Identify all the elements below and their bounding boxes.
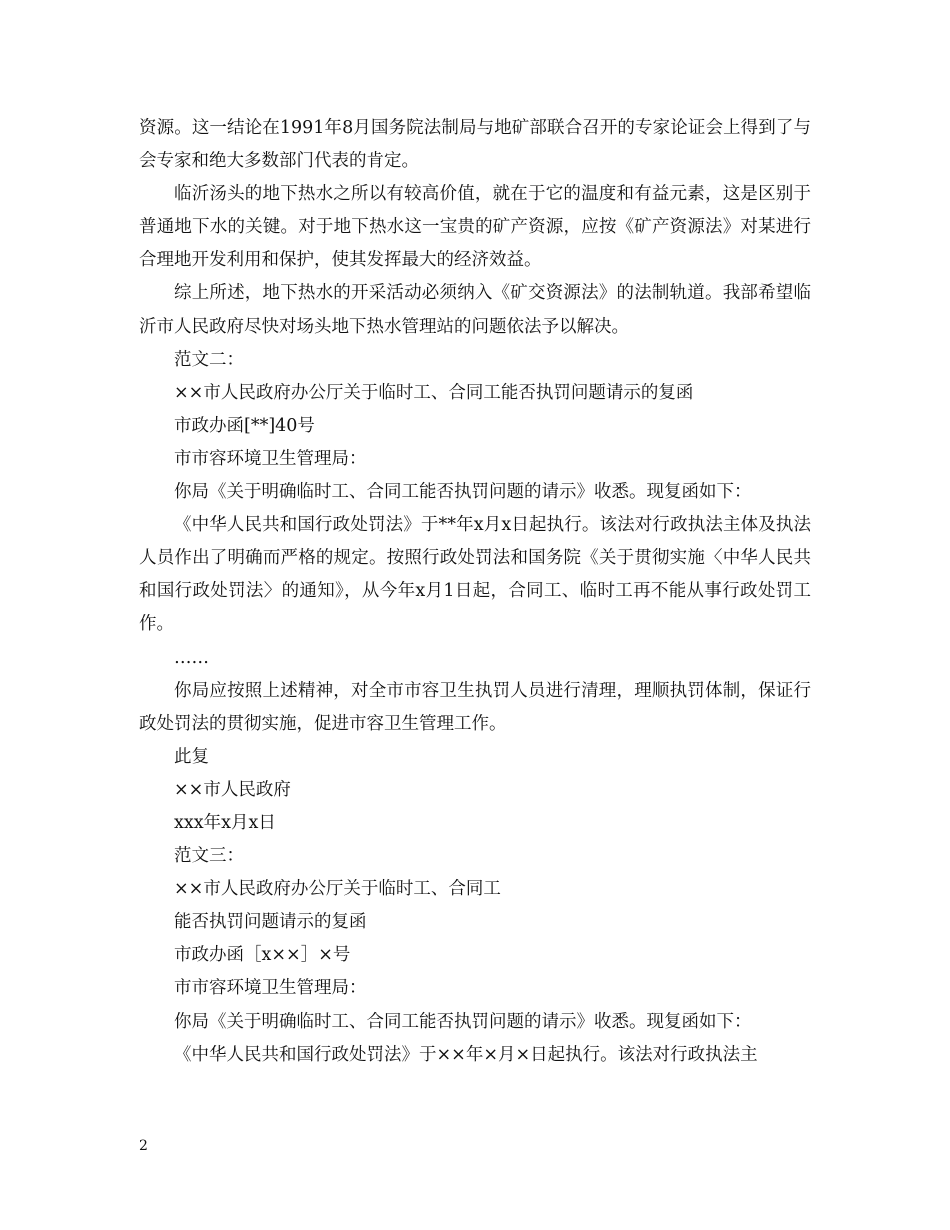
- paragraph: 你局应按照上述精神，对全市市容卫生执罚人员进行清理，理顺执罚体制，保证行政处罚法的贯彻实施，促进市容卫生管理工作。: [139, 680, 811, 734]
- paragraph: 《中华人民共和国行政处罚法》于××年×月×日起执行。该法对行政执法主: [174, 1044, 758, 1065]
- paragraph: ××市人民政府办公厅关于临时工、合同工能否执罚问题请示的复函: [174, 382, 694, 403]
- paragraph: 此复: [174, 746, 209, 767]
- paragraph: 能否执罚问题请示的复函: [174, 912, 367, 933]
- document-body: [139, 112, 811, 1072]
- paragraph: xxx年x月x日: [174, 812, 276, 833]
- paragraph: 市政办函[**]40号: [174, 415, 315, 436]
- paragraph: ××市人民政府: [174, 779, 291, 800]
- paragraph: 资源。这一结论在1991年8月国务院法制局与地矿部联合召开的专家论证会上得到了与会专家和绝大多数部门代表的肯定。: [139, 118, 811, 172]
- paragraph: 市市容环境卫生管理局：: [174, 978, 367, 999]
- page-number: 2: [139, 1138, 148, 1154]
- paragraph: 市市容环境卫生管理局：: [174, 448, 367, 469]
- paragraph: 你局《关于明确临时工、合同工能否执罚问题的请示》收悉。现复函如下：: [174, 482, 752, 503]
- paragraph: 市政办函［x××］×号: [174, 945, 351, 966]
- paragraph: 综上所述，地下热水的开采活动必须纳入《矿交资源法》的法制轨道。我部希望临沂市人民政府尽快对场头地下热水管理站的问题依法予以解决。: [139, 283, 811, 337]
- paragraph: 范文二：: [174, 349, 244, 370]
- paragraph: 临沂汤头的地下热水之所以有较高价值，就在于它的温度和有益元素，这是区别于普通地下水的关键。对于地下热水这一宝贵的矿产资源，应按《矿产资源法》对某进行合理地开发利用和保护，使其发挥最大的经济效益。: [139, 184, 811, 271]
- paragraph: 《中华人民共和国行政处罚法》于**年x月x日起执行。该法对行政执法主体及执法人员作出了明确而严格的规定。按照行政处罚法和国务院《关于贯彻实施〈中华人民共和国行政处罚法〉的通知》，从今年x月1日起，合同工、临时工再不能从事行政处罚工作。: [139, 515, 811, 635]
- paragraph: ××市人民政府办公厅关于临时工、合同工: [174, 879, 501, 900]
- paragraph: 范文三：: [174, 846, 244, 867]
- paragraph: ……: [174, 647, 209, 668]
- paragraph: 你局《关于明确临时工、合同工能否执罚问题的请示》收悉。现复函如下：: [174, 1011, 752, 1032]
